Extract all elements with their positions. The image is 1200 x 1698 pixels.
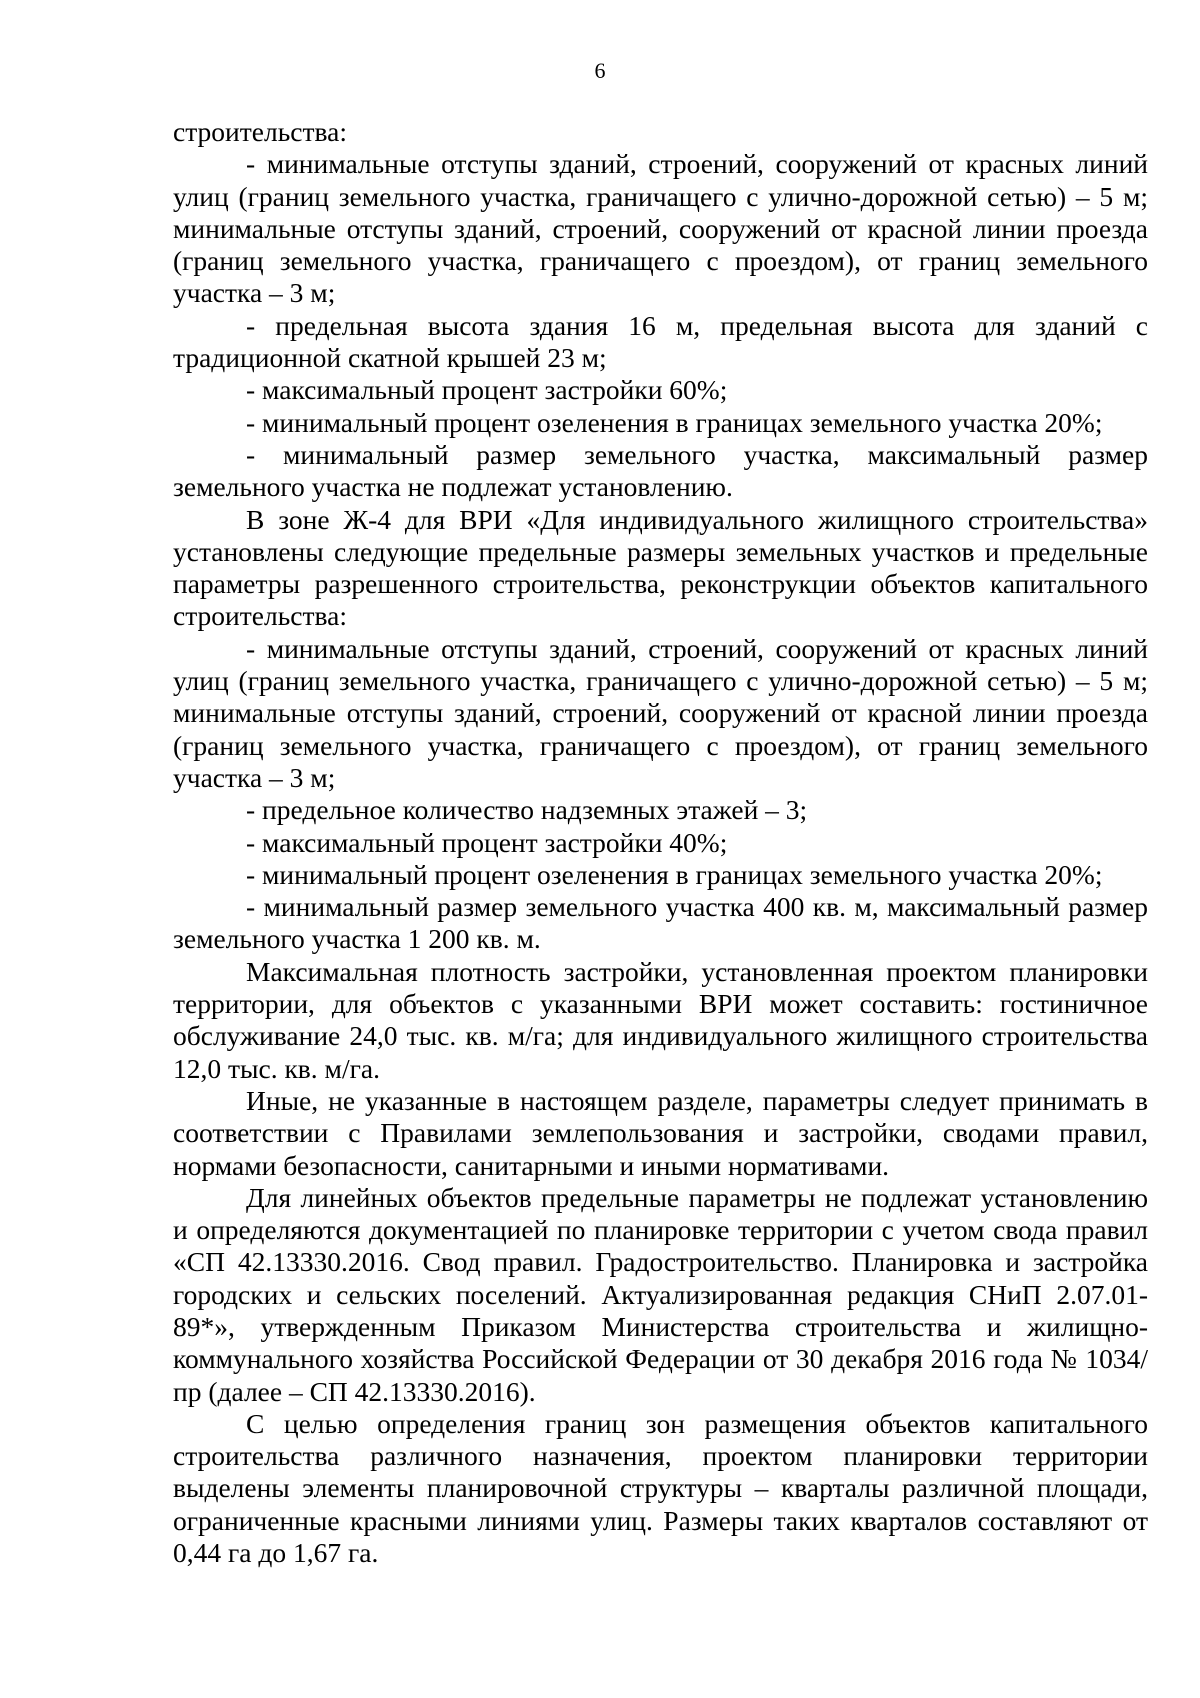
document-body	[173, 116, 1148, 1569]
paragraph: - минимальный размер земельного участка, максимальный размер земельного участка не подлежат установлению.	[173, 438, 1148, 503]
paragraph: - максимальный процент застройки 40%;	[246, 826, 728, 858]
paragraph: - максимальный процент застройки 60%;	[246, 374, 728, 406]
paragraph: Иные, не указанные в настоящем разделе, параметры следует принимать в соответствии с Правилами землепользования и застройки, сводами правил, нормами безопасности, санитарными и иными нормативами.	[173, 1084, 1148, 1181]
page-number: 6	[594, 58, 606, 83]
paragraph: - предельное количество надземных этажей – 3;	[246, 794, 808, 826]
paragraph: Для линейных объектов предельные параметры не подлежат установлению и определяются документацией по планировке территории с учетом свода правил «СП 42.13330.2016. Свод правил. Градостроительство. Планировка и застройка городских и сельских поселений. Актуализированная редакция СНиП 2.07.01-89*», утвержденным Приказом Министерства строительства и жилищно-коммунального хозяйства Российской Федерации от 30 декабря 2016 года № 1034/пр (далее – СП 42.13330.2016).	[173, 1181, 1148, 1407]
paragraph: - минимальный процент озеленения в границах земельного участка 20%;	[246, 406, 1103, 438]
paragraph: Максимальная плотность застройки, установленная проектом планировки территории, для объектов с указанными ВРИ может составить: гостиничное обслуживание 24,0 тыс. кв. м/га; для индивидуального жилищного строительства 12,0 тыс. кв. м/га.	[173, 955, 1148, 1084]
paragraph: - минимальный размер земельного участка 400 кв. м, максимальный размер земельного участка 1 200 кв. м.	[173, 891, 1148, 955]
paragraph: - минимальные отступы зданий, строений, сооружений от красных линий улиц (границ земельного участка, граничащего с улично-дорожной сетью) – 5 м; минимальные отступы зданий, строений, сооружений от красной линии проезда (границ земельного участка, граничащего с проездом), от границ земельного участка – 3 м;	[173, 632, 1148, 793]
paragraph: - предельная высота здания 16 м, предельная высота для зданий с традиционной скатной крышей 23 м;	[173, 309, 1148, 374]
paragraph: В зоне Ж-4 для ВРИ «Для индивидуального жилищного строительства» установлены следующие предельные размеры земельных участков и предельные параметры разрешенного строительства, реконструкции объектов капитального строительства:	[173, 503, 1148, 632]
paragraph: С целью определения границ зон размещения объектов капитального строительства различного назначения, проектом планировки территории выделены элементы планировочной структуры – кварталы различной площади, ограниченные красными линиями улиц. Размеры таких кварталов составляют от 0,44 га до 1,67 га.	[173, 1407, 1148, 1569]
paragraph: строительства:	[173, 116, 347, 147]
paragraph: - минимальный процент озеленения в границах земельного участка 20%;	[246, 858, 1103, 890]
paragraph: - минимальные отступы зданий, строений, сооружений от красных линий улиц (границ земельного участка, граничащего с улично-дорожной сетью) – 5 м; минимальные отступы зданий, строений, сооружений от красной линии проезда (границ земельного участка, граничащего с проездом), от границ земельного участка – 3 м;	[173, 148, 1148, 309]
